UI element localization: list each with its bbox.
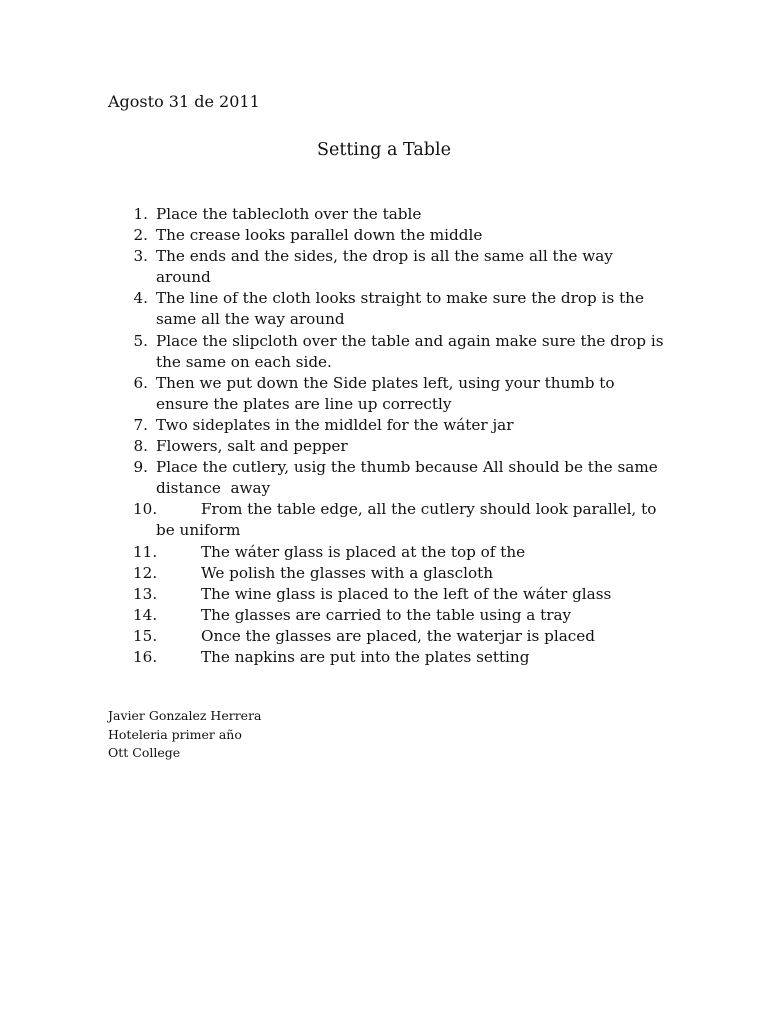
list-item-text: Place the cutlery, usig the thumb because All should be the same <box>156 458 658 477</box>
list-item <box>0 373 768 415</box>
list-item-text-continued: be uniform <box>156 521 241 540</box>
list-item <box>0 563 768 584</box>
document-date: Agosto 31 de 2011 <box>108 92 260 111</box>
list-item <box>0 246 768 288</box>
list-item-text: The napkins are put into the plates setting <box>201 647 530 666</box>
list-item-number: 8. <box>133 437 148 456</box>
author-school: Ott College <box>108 745 181 760</box>
list-item <box>0 415 768 436</box>
list-item-text-continued: around <box>156 268 211 287</box>
list-item <box>0 331 768 373</box>
steps-list <box>0 204 768 668</box>
author-name: Javier Gonzalez Herrera <box>108 708 262 723</box>
list-item-number: 13. <box>133 584 158 603</box>
list-item-number: 4. <box>133 289 148 308</box>
list-item-number: 14. <box>133 605 158 624</box>
list-item-text: Once the glasses are placed, the waterjar is placed <box>201 626 596 645</box>
list-item-text-continued: ensure the plates are line up correctly <box>156 394 452 413</box>
list-item-number: 1. <box>133 205 148 223</box>
list-item-text-continued: same all the way around <box>156 310 345 329</box>
list-item-text: The wine glass is placed to the left of the wáter glass <box>201 584 612 603</box>
list-item <box>0 288 768 330</box>
list-item <box>0 584 768 605</box>
list-item-number: 16. <box>133 647 158 666</box>
list-item-text: Two sideplates in the midldel for the wáter jar <box>156 415 514 434</box>
list-item-number: 11. <box>133 542 158 561</box>
list-item-text: The crease looks parallel down the middle <box>156 226 483 245</box>
author-program: Hoteleria primer año <box>108 726 242 742</box>
list-item-number: 2. <box>133 226 148 245</box>
list-item-text: The glasses are carried to the table using a tray <box>201 605 572 624</box>
author-block <box>108 707 262 763</box>
list-item-number: 15. <box>133 626 158 645</box>
list-item-number: 3. <box>133 247 148 266</box>
list-item <box>0 225 768 246</box>
list-item-text: Place the slipcloth over the table and again make sure the drop is <box>156 331 664 350</box>
list-item <box>0 626 768 647</box>
list-item-text: From the table edge, all the cutlery should look parallel, to <box>201 500 657 519</box>
list-item-number: 12. <box>133 563 158 582</box>
list-item-text-continued: distance away <box>156 479 271 498</box>
list-item-text: We polish the glasses with a glascloth <box>201 563 493 582</box>
list-item <box>0 204 768 225</box>
list-item-number: 7. <box>133 415 148 434</box>
list-item-text: The ends and the sides, the drop is all the same all the way <box>156 247 613 266</box>
list-item-text: Place the tablecloth over the table <box>156 205 422 223</box>
list-item <box>0 499 768 541</box>
list-item-text: Flowers, salt and pepper <box>156 437 348 456</box>
list-item <box>0 436 768 457</box>
list-item <box>0 542 768 563</box>
list-item-number: 5. <box>133 331 148 350</box>
list-item-number: 6. <box>133 373 148 392</box>
list-item <box>0 457 768 499</box>
list-item-text: Then we put down the Side plates left, using your thumb to <box>156 373 615 392</box>
document-title: Setting a Table <box>317 140 451 160</box>
list-item <box>0 605 768 626</box>
list-item-number: 9. <box>133 458 148 477</box>
list-item <box>0 647 768 668</box>
list-item-text: The wáter glass is placed at the top of the <box>201 542 526 561</box>
list-item-text: The line of the cloth looks straight to make sure the drop is the <box>156 289 644 308</box>
list-item-text-continued: the same on each side. <box>156 352 332 371</box>
list-item-number: 10. <box>133 500 158 519</box>
